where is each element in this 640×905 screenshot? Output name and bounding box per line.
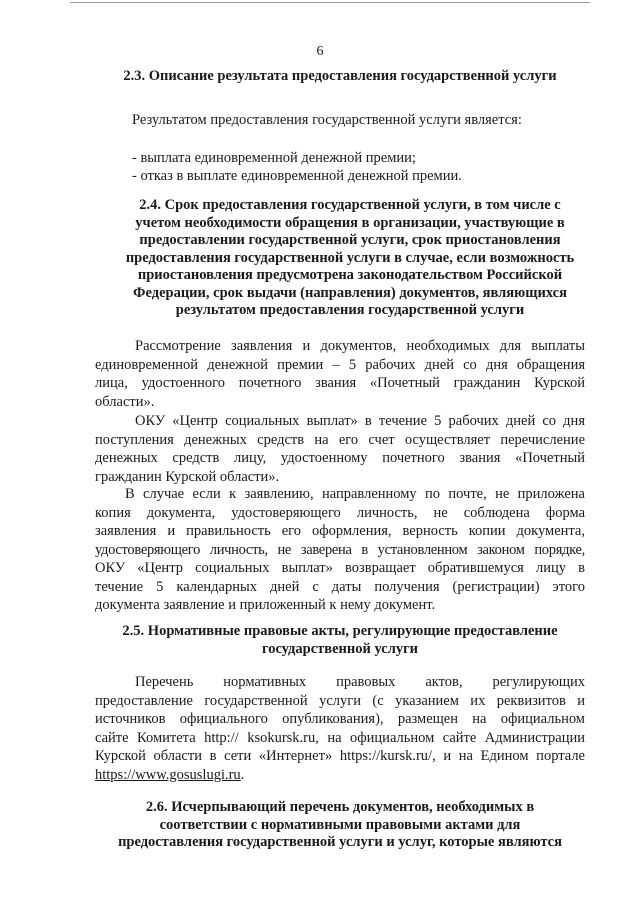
section-2-4-paragraph-review: Рассмотрение заявления и документов, необходимых для выплаты единовременной денежной премии – 5 рабочих дней со дня обращения лица, удостоенного почетного звания «Почетный гражданин Курской области».: [95, 338, 585, 410]
gosuslugi-link[interactable]: https://www.gosuslugi.ru: [95, 766, 241, 783]
top-border-line: [70, 2, 590, 3]
section-2-3-heading: 2.3. Описание результата предоставления государственной услуги: [123, 68, 557, 84]
section-2-5-paragraph: Перечень нормативных правовых актов, регулирующих предоставление государственной услуги (с указанием их реквизитов и источников официального опубликования), размещен на официальном сайте Комитета http:// ksokursk.ru, на официальном сайте Администрации Курской области в сети «Интернет» https://kursk.ru/, и на Едином портале https://www.gosuslugi.ru.: [95, 674, 585, 783]
result-item-refusal: - отказ в выплате единовременной денежной премии.: [132, 168, 462, 184]
gosuslugi-line: https://www.gosuslugi.ru.: [95, 766, 245, 783]
section-2-4-paragraph-return: В случае если к заявлению, направленному по почте, не приложена копия документа, удостоверяющего личность, не соблюдена форма заявления и правильность его оформления, верность копии документа, удостоверяющего личность, не заверена в установленном законом порядке, ОКУ «Центр социальных выплат» возвращает обратившемуся лицу в течение 5 календарных дней с даты получения (регистрации) этого документа заявление и приложенный к нему документ.: [95, 486, 585, 613]
section-2-4-paragraph-transfer: ОКУ «Центр социальных выплат» в течение 5 рабочих дней со дня поступления денежных средств на его счет осуществляет перечисление денежных средств лицу, удостоенному почетного звания «Почетный гражданин Курской области».: [95, 413, 585, 485]
section-2-3-intro: Результатом предоставления государственной услуги является:: [132, 112, 522, 128]
section-2-5-heading: 2.5. Нормативные правовые акты, регулирующие предоставление государственной услуги: [122, 623, 558, 657]
section-2-6-heading: 2.6. Исчерпывающий перечень документов, необходимых в соответствии с нормативными правовыми актами для предоставления государственной услуги и услуг, которые являются: [118, 799, 562, 850]
section-2-4-heading: 2.4. Срок предоставления государственной услуги, в том числе с учетом необходимости обращения в организации, участвующие в предоставлении государственной услуги, срок приостановления предоставления государственной услуги в случае, если возможность приостановления предусмотрена законодательством Российской Федерации, срок выдачи (направления) документов, являющихся результатом предоставления государственной услуги: [125, 197, 575, 318]
page-number: 6: [316, 44, 324, 59]
result-item-payment: - выплата единовременной денежной премии;: [132, 150, 416, 166]
